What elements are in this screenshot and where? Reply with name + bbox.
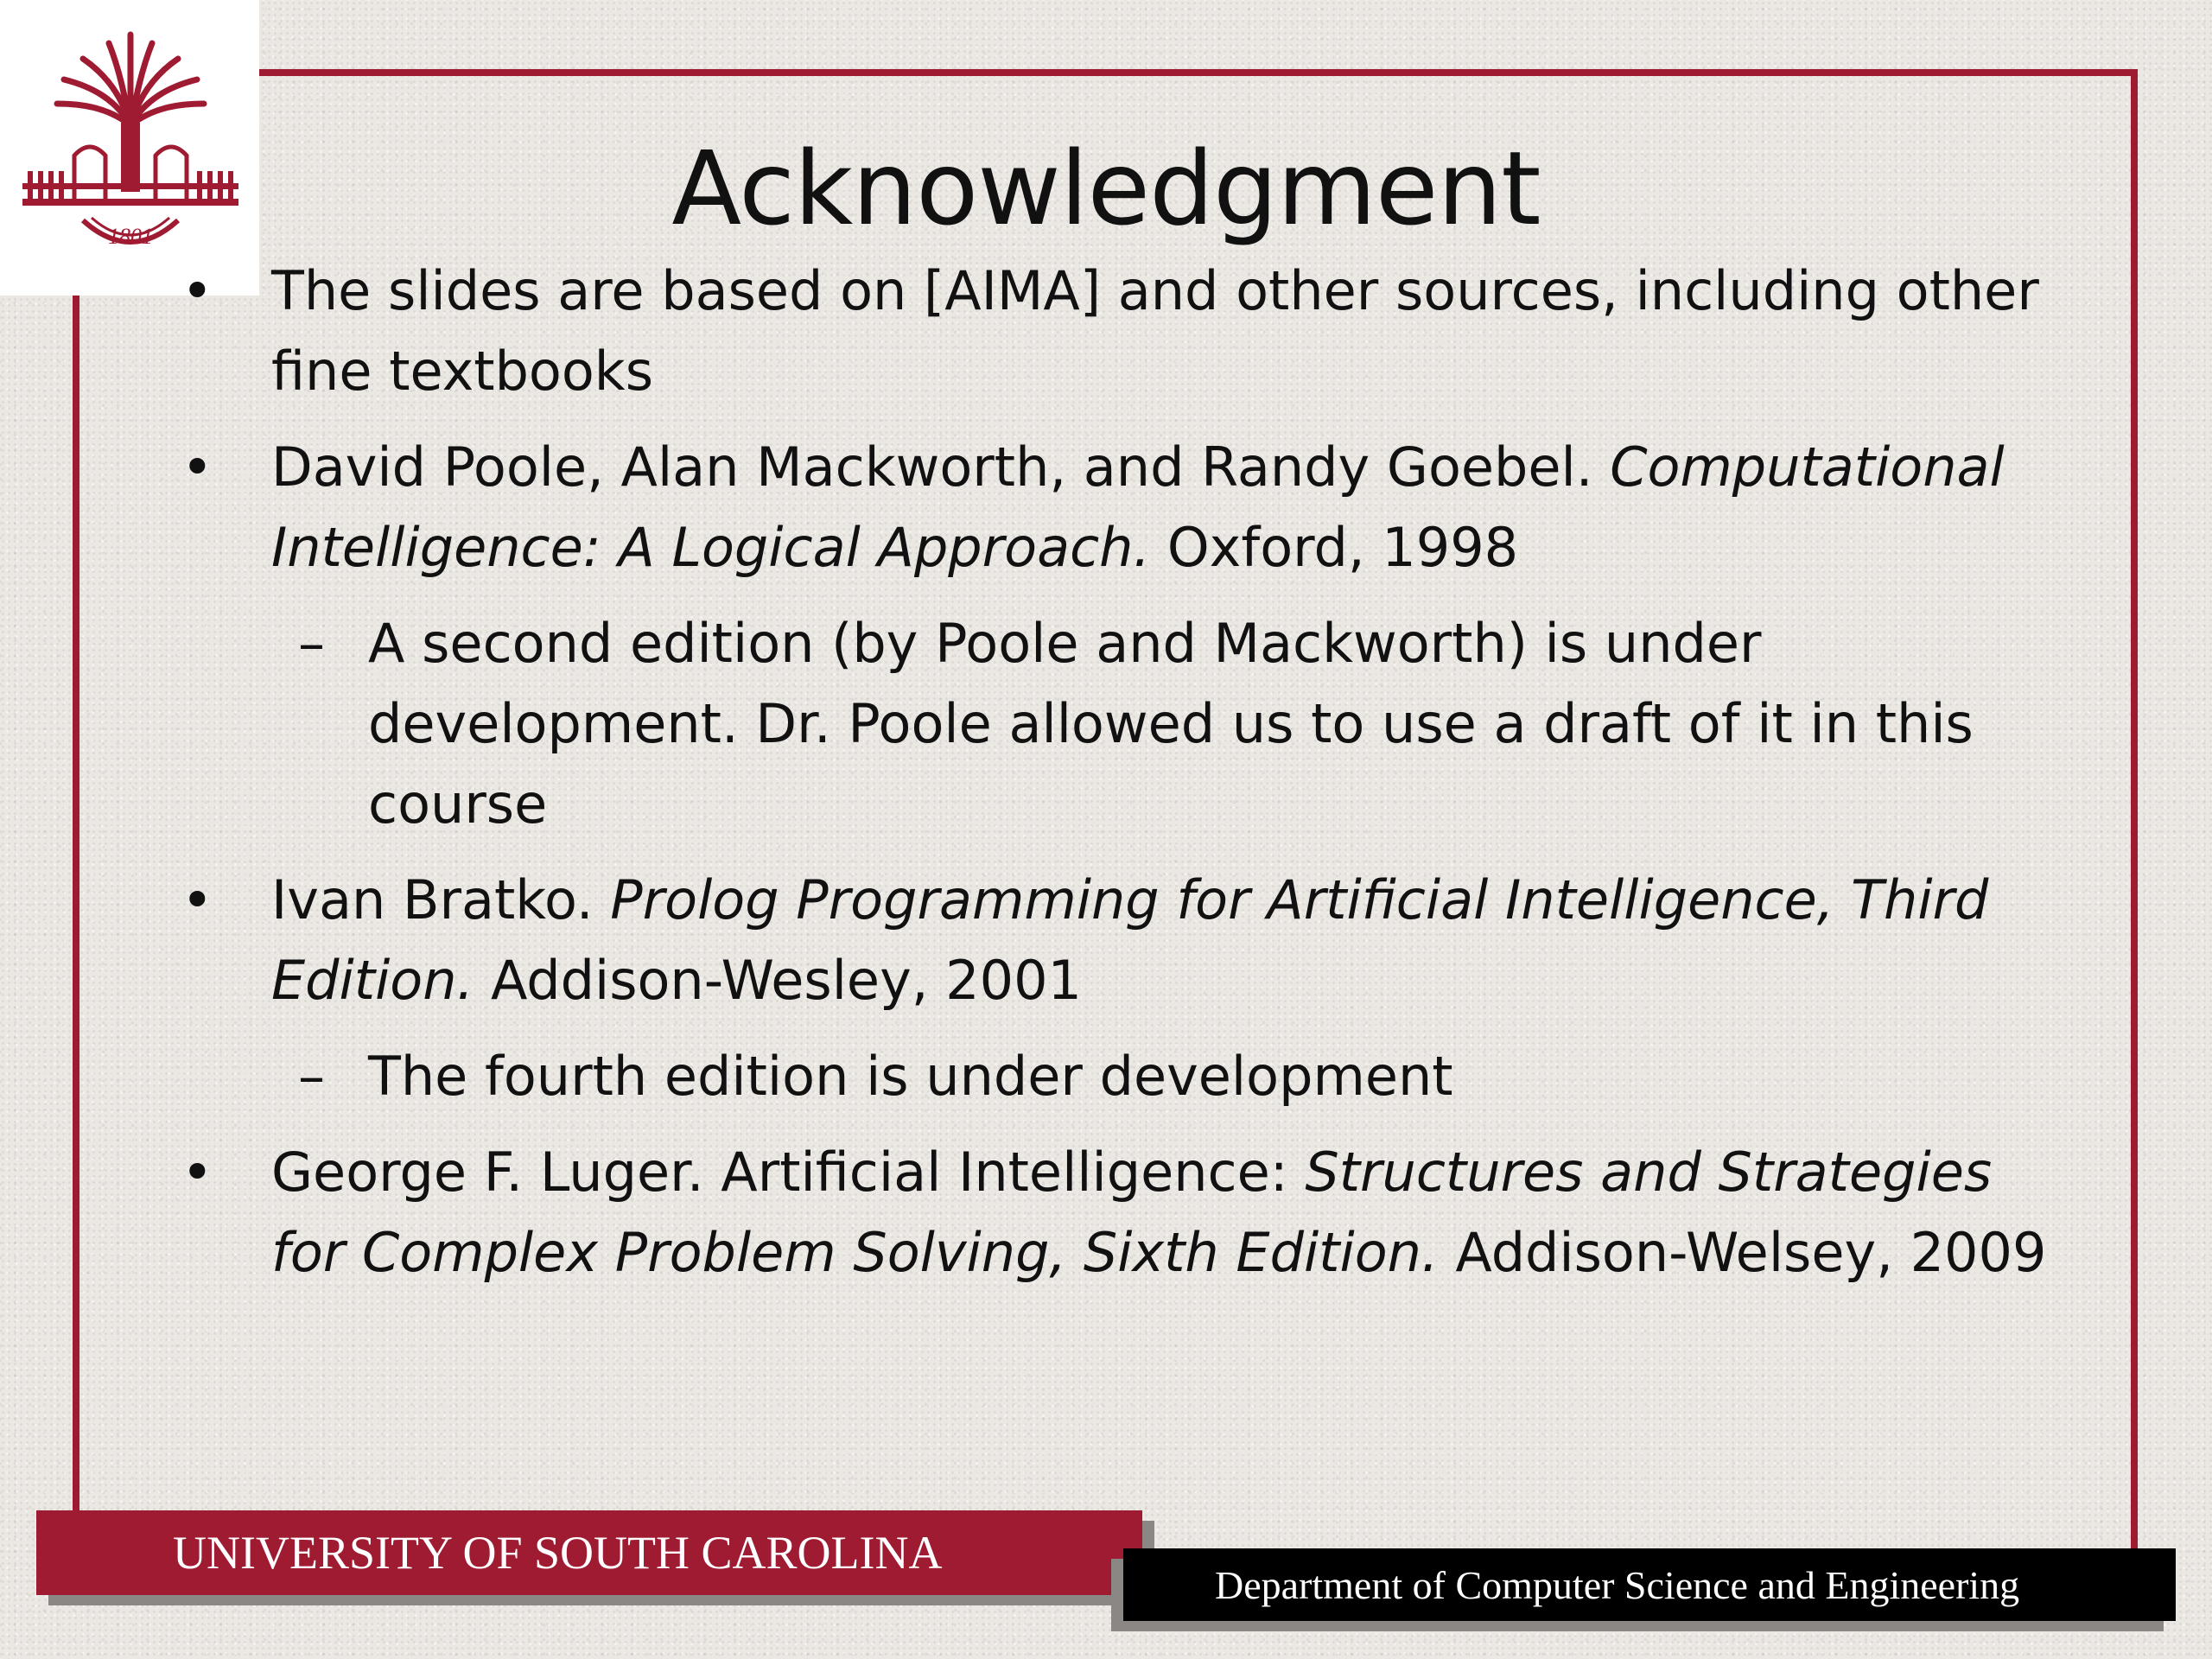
bullet-text — [271, 868, 1988, 1012]
text-segment: Addison-Welsey, 2009 — [1438, 1221, 2047, 1284]
text-segment: The slides are based on [AIMA] and other sources, including other fine textbooks — [271, 259, 2039, 403]
bullet-text — [368, 1045, 1453, 1108]
bullet-item — [181, 860, 2082, 1020]
text-segment: George F. Luger. Artificial Intelligence: — [271, 1141, 1306, 1204]
sub-bullet-item — [181, 1036, 2082, 1116]
text-segment: Ivan Bratko. — [271, 868, 611, 931]
text-segment: Addison-Wesley, 2001 — [474, 949, 1082, 1012]
bullet-item — [181, 251, 2082, 411]
italic-title-text: Prolog Programming for Artificial Intelligence, Third Edition. — [271, 868, 1989, 1012]
bullet-marker: • — [181, 1141, 213, 1204]
slide-content — [181, 251, 2082, 1308]
dash-marker: – — [298, 612, 325, 675]
bullet-marker: • — [181, 259, 213, 322]
bullet-text — [271, 435, 2005, 579]
sub-bullet-item — [181, 603, 2082, 844]
bullet-item — [181, 1132, 2082, 1293]
university-name: UNIVERSITY OF SOUTH CAROLINA — [173, 1527, 943, 1579]
logo-year: 1801 — [108, 224, 153, 249]
bullet-text — [368, 612, 1974, 836]
university-banner — [36, 1510, 1142, 1595]
text-segment: The fourth edition is under development — [368, 1045, 1453, 1108]
dash-marker: – — [298, 1045, 325, 1108]
italic-title-text: Computational Intelligence: A Logical Approach. — [271, 435, 2005, 579]
text-segment: A second edition (by Poole and Mackworth) is under development. Dr. Poole allowed us to use a draft of it in this course — [368, 612, 1974, 836]
slide-title: Acknowledgment — [671, 129, 1541, 248]
bullet-marker: • — [181, 868, 213, 931]
bullet-text — [271, 259, 2039, 403]
bullet-marker: • — [181, 435, 213, 499]
department-banner — [1123, 1548, 2176, 1621]
bullet-text — [271, 1141, 2046, 1284]
text-segment: Oxford, 1998 — [1150, 516, 1519, 579]
italic-title-text: Structures and Strategies for Complex Problem Solving, Sixth Edition. — [271, 1141, 1993, 1284]
department-name: Department of Computer Science and Engineering — [1215, 1563, 2020, 1607]
bullet-item — [181, 427, 2082, 588]
text-segment: David Poole, Alan Mackworth, and Randy Goebel. — [271, 435, 1611, 499]
